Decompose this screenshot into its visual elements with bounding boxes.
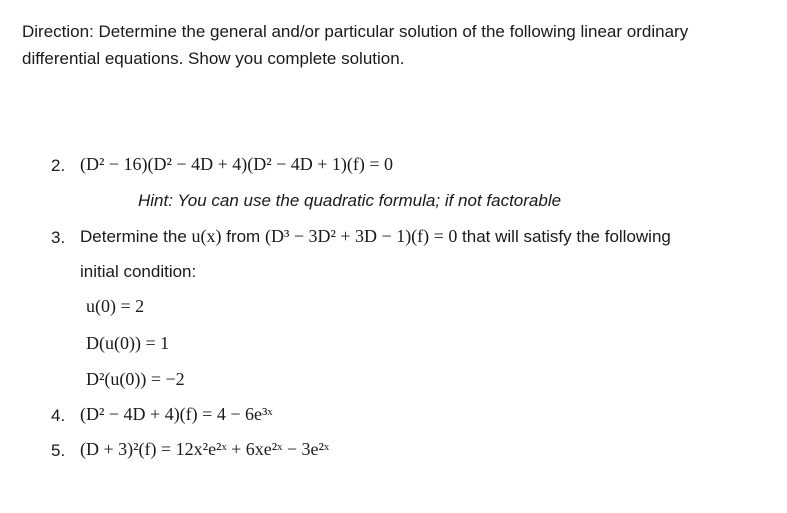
problem-3-condition-1: u(0) = 2 [86, 296, 145, 316]
problem-3-number: 3. [51, 228, 66, 247]
problem-3-text-after: that will satisfy the following [457, 227, 671, 246]
problem-2-hint: Hint: You can use the quadratic formula; if not factorable [138, 191, 562, 210]
problem-4-equation: (D² − 4D + 4)(f) = 4 − 6e³ˣ [80, 404, 273, 424]
problem-2-equation: (D² − 16)(D² − 4D + 4)(D² − 4D + 1)(f) = 0 [80, 154, 394, 174]
problem-3-statement [80, 226, 671, 247]
problem-5-number: 5. [51, 441, 66, 460]
problem-3-text-from: from [221, 227, 265, 246]
problem-3-equation: (D³ − 3D² + 3D − 1)(f) = 0 [264, 226, 458, 246]
problem-3-condition-3: D²(u(0)) = −2 [86, 369, 185, 389]
problem-3-function: u(x) [191, 226, 222, 246]
direction-line-2: differential equations. Show you complete solution. [22, 49, 405, 68]
problem-3-text-line2: initial condition: [80, 262, 197, 281]
problem-5-equation: (D + 3)²(f) = 12x²e²ˣ + 6xe²ˣ − 3e²ˣ [80, 439, 330, 459]
problem-2-number: 2. [51, 156, 66, 175]
direction-text [22, 18, 688, 72]
direction-line-1: Direction: Determine the general and/or particular solution of the following linear ordinary [22, 22, 689, 41]
problem-3-text-before: Determine the [80, 227, 192, 246]
problem-3-condition-2: D(u(0)) = 1 [86, 333, 170, 353]
problem-4-number: 4. [51, 406, 66, 425]
